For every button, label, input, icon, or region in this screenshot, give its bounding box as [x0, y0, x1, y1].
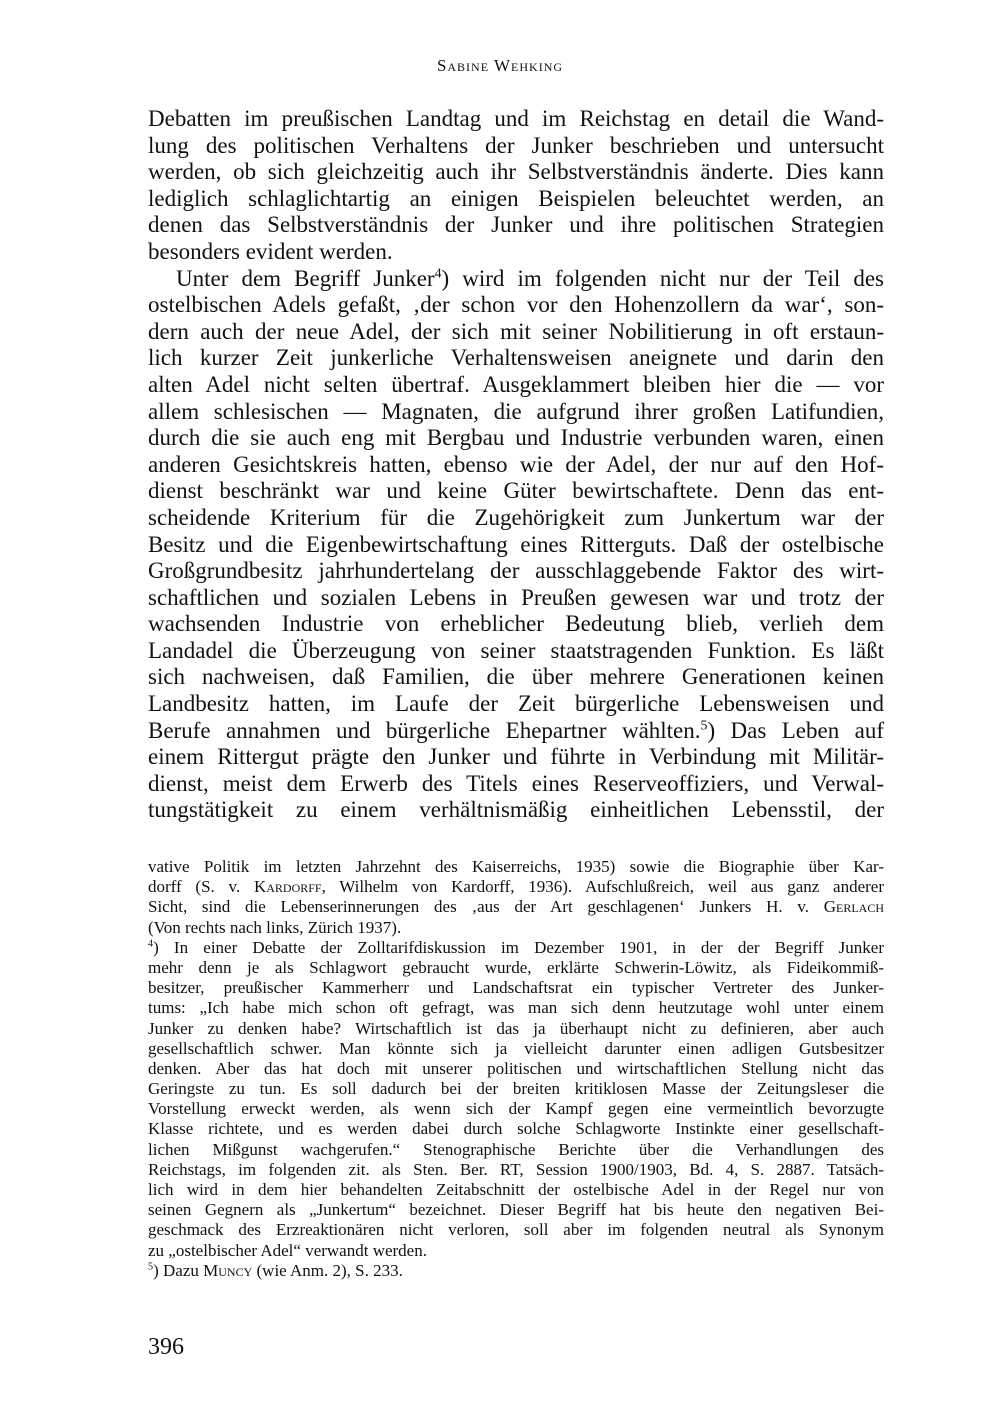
footnote-line: zu „ostelbischer Adel“ verwandt werden.: [148, 1240, 427, 1260]
author-name: Muncy: [203, 1260, 253, 1280]
text-line: lung des politischen Verhaltens der Junker beschrieben und untersucht: [148, 132, 884, 158]
text-line: scheidende Kriterium für die Zugehörigkeit zum Junkertum war der: [148, 504, 884, 530]
text-segment: ) In einer Debatte der Zolltarifdiskussion im Dezember 1901, in der der Begriff Junker: [153, 937, 884, 957]
text-line: werden, ob sich gleichzeitig auch ihr Selbstverständnis änderte. Dies kann: [148, 159, 884, 185]
footnotes: [148, 857, 884, 1281]
text-segment: Sicht, sind die Lebenserinnerungen des ‚aus der Art geschlagenen‘ Junkers H. v.: [148, 897, 824, 917]
footnote-line: [148, 897, 884, 917]
running-header: Sabine Wehking: [436, 56, 564, 75]
text-segment: dorff (S. v.: [148, 877, 254, 897]
text-line: lich kurzer Zeit junkerliche Verhaltensweisen aneignete und darin den: [148, 345, 884, 371]
text-line: alten Adel nicht selten übertraf. Ausgeklammert bleiben hier die — vor: [148, 371, 884, 397]
text-line: durch die sie auch eng mit Bergbau und Industrie verbunden waren, einen: [148, 425, 884, 451]
text-line: anderen Gesichtskreis hatten, ebenso wie der Adel, der nur auf den Hof-: [148, 451, 884, 477]
footnote-ref-5[interactable]: 5: [700, 717, 708, 732]
text-line: allem schlesischen — Magnaten, die aufgrund ihrer großen Latifundien,: [148, 398, 884, 424]
text-line: dienst, meist dem Erwerb des Titels eines Reserveoffiziers, und Verwal-: [148, 770, 884, 796]
text-line: einem Rittergut prägte den Junker und führte in Verbindung mit Militär-: [148, 744, 884, 770]
footnote-line: tums: „Ich habe mich schon oft gefragt, was man sich denn heutzutage wohl unter einem: [148, 998, 884, 1018]
footnote-line: lichen Mißgunst wachgerufen.“ Stenographische Berichte über die Verhandlungen des: [148, 1139, 884, 1159]
footnote-line: Klasse richtete, und es werden dabei durch solche Schlagworte Instinkte einer gesellschaft-: [148, 1119, 884, 1139]
footnote-line: besitzer, preußischer Kammerherr und Landschaftsrat ein typischer Vertreter des Junker-: [148, 978, 884, 998]
text-line: sich nachweisen, daß Familien, die über mehrere Generationen keinen: [148, 664, 884, 690]
footnote-line: (Von rechts nach links, Zürich 1937).: [148, 917, 402, 937]
footnote-line: Junker zu denken habe? Wirtschaftlich ist das ja überhaupt nicht zu definieren, aber auch: [148, 1018, 884, 1038]
author-name: Kardorff: [253, 877, 322, 897]
text-line: denen das Selbstverständnis der Junker und ihre politischen Strategien: [148, 212, 884, 238]
text-segment: ) wird im folgenden nicht nur der Teil des: [441, 265, 884, 291]
text-line: [148, 266, 884, 293]
text-line: ostelbischen Adels gefaßt, ‚der schon vor den Hohenzollern da war‘, son-: [148, 292, 884, 318]
footnote-line: vative Politik im letzten Jahrzehnt des Kaiserreichs, 1935) sowie die Biographie über Kar-: [148, 857, 884, 876]
footnote-line: seinen Gegnern als „Junkertum“ bezeichnet. Dieser Begriff hat bis heute den negativen Bei-: [148, 1200, 884, 1220]
text-segment: Unter dem Begriff Junker: [176, 265, 435, 291]
text-line: Großgrundbesitz jahrhundertelang der ausschlaggebende Faktor des wirt-: [148, 558, 884, 584]
text-line: [148, 718, 884, 745]
footnote-line: [148, 877, 884, 897]
text-line: lediglich schlaglichtartig an einigen Beispielen beleuchtet werden, an: [148, 185, 884, 211]
footnote-line: mehr denn je als Schlagwort gebraucht wurde, erklärte Schwerin-Löwitz, als Fideikommiß-: [148, 957, 884, 977]
page-number: 396: [148, 1334, 184, 1360]
text-line: tungstätigkeit zu einem verhältnismäßig einheitlichen Lebensstil, der: [148, 797, 884, 823]
text-line: besonders evident werden.: [148, 238, 393, 264]
text-segment: (wie Anm. 2), S. 233.: [252, 1260, 403, 1280]
text-line: dern auch der neue Adel, der sich mit seiner Nobilitierung in oft erstaun-: [148, 318, 884, 344]
text-segment: ) Das Leben auf: [707, 717, 885, 743]
footnote-mark: 4: [148, 938, 154, 950]
footnote-line: Vorstellung erweckt werden, als wenn sich der Kampf gegen eine vermeintlich bevorzugte: [148, 1099, 884, 1119]
text-line: Landbesitz hatten, im Laufe der Zeit bürgerliche Lebensweisen und: [148, 691, 884, 717]
main-text: [148, 106, 884, 824]
footnote-5: [148, 1261, 884, 1281]
author-name: Gerlach: [823, 897, 884, 917]
text-line: Landadel die Überzeugung von seiner staatstragenden Funktion. Es läßt: [148, 637, 884, 663]
footnote-line: lich wird in dem hier behandelten Zeitabschnitt der ostelbische Adel in der Regel nur von: [148, 1180, 884, 1199]
footnote-line: geschmack des Erzreaktionären nicht verloren, soll aber im folgenden neutral als Synonym: [148, 1220, 884, 1240]
footnote-line: Reichstags, im folgenden zit. als Sten. Ber. RT, Session 1900/1903, Bd. 4, S. 2887. Tatsäch-: [148, 1159, 884, 1179]
text-line: Debatten im preußischen Landtag und im Reichstag en detail die Wand-: [148, 106, 884, 131]
footnote-mark: 5: [148, 1261, 154, 1273]
footnote-line: Geringste zu tun. Es soll dadurch bei der breiten kritiklosen Masse der Zeitungsleser die: [148, 1079, 884, 1099]
footnote-line: gesellschaftlich schwer. Man könnte sich ja vielleicht darunter einen adligen Gutsbesitzer: [148, 1038, 884, 1058]
text-line: schaftlichen und sozialen Lebens in Preußen gewesen war und trotz der: [148, 584, 884, 610]
text-segment: ) Dazu: [153, 1260, 204, 1280]
text-segment: Berufe annahmen und bürgerliche Ehepartner wählten.: [148, 717, 701, 743]
footnote-line: denken. Aber das hat doch mit unserer politischen und wirtschaftlichen Stellung nicht das: [148, 1058, 884, 1078]
text-line: dienst beschränkt war und keine Güter bewirtschaftete. Denn das ent-: [148, 478, 884, 504]
text-segment: , Wilhelm von Kardorff, 1936). Aufschlußreich, weil aus ganz anderer: [321, 877, 884, 897]
footnote-4: [148, 938, 884, 958]
text-line: Besitz und die Eigenbewirtschaftung eines Ritterguts. Daß der ostelbische: [148, 531, 884, 557]
text-line: wachsenden Industrie von erheblicher Bedeutung blieb, verlieh dem: [148, 611, 884, 637]
footnote-ref-4[interactable]: 4: [434, 264, 442, 280]
